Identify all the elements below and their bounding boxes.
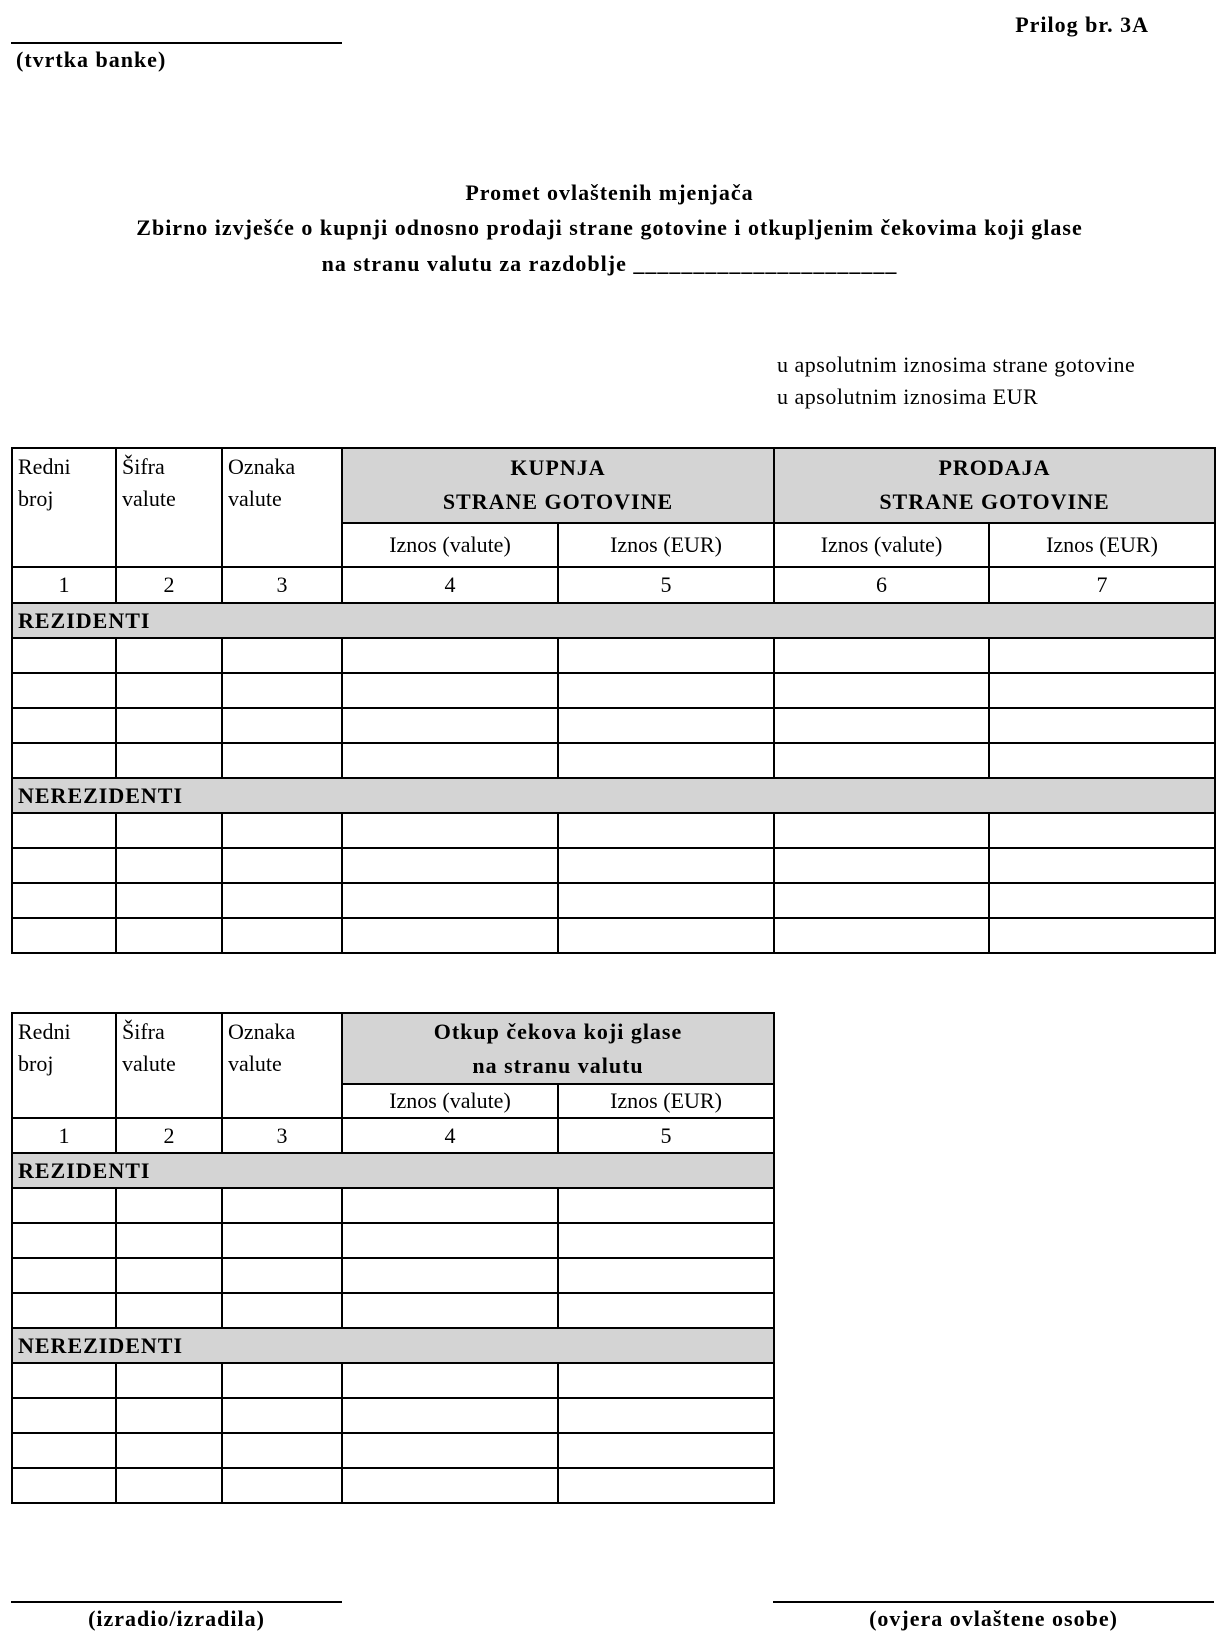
header-oznaka-2: valute [228, 486, 282, 511]
header-prodaja: PRODAJA [938, 455, 1051, 481]
column-number: 2 [116, 567, 222, 603]
table-row[interactable] [12, 1433, 774, 1468]
table-row[interactable] [12, 673, 1215, 708]
title-line-2: Zbirno izvješće o kupnji odnosno prodaji strane gotovine i otkupljenim čekovima koji glase [136, 215, 1083, 240]
header-kupnja-2: STRANE GOTOVINE [442, 489, 674, 515]
prepared-by-label: (izradio/izradila) [88, 1606, 265, 1631]
header-sifra: Šifra [122, 454, 165, 479]
column-number: 5 [558, 567, 774, 603]
header-kupnja-iznos-valute: Iznos (valute) [342, 523, 558, 567]
header-kupnja-iznos-eur: Iznos (EUR) [558, 523, 774, 567]
section-rezidenti: REZIDENTI [12, 1153, 774, 1188]
table-row[interactable] [12, 708, 1215, 743]
column-number: 4 [342, 1118, 558, 1153]
units-line-2: u apsolutnim iznosima EUR [777, 384, 1039, 409]
bank-label: (tvrtka banke) [16, 47, 167, 72]
header-redni: Redni [18, 454, 71, 479]
table-row[interactable] [12, 743, 1215, 778]
table-row[interactable] [12, 848, 1215, 883]
header-oznaka-2: valute [228, 1051, 282, 1076]
header-otkup-iznos-eur: Iznos (EUR) [558, 1084, 774, 1118]
header-prodaja-2: STRANE GOTOVINE [879, 489, 1110, 515]
header-oznaka: Oznaka [228, 454, 296, 479]
column-number: 1 [12, 567, 116, 603]
header-redni: Redni [18, 1019, 71, 1044]
title-line-1: Promet ovlaštenih mjenjača [465, 180, 754, 205]
column-number: 5 [558, 1118, 774, 1153]
table-row[interactable] [12, 813, 1215, 848]
header-oznaka: Oznaka [228, 1019, 296, 1044]
table-row[interactable] [12, 1188, 774, 1223]
authorized-signature-line [773, 1601, 1214, 1603]
table-row[interactable] [12, 1363, 774, 1398]
column-number: 7 [989, 567, 1215, 603]
header-kupnja: KUPNJA [510, 455, 606, 481]
section-rezidenti: REZIDENTI [12, 603, 1215, 638]
header-otkup: Otkup čekova koji glase [433, 1018, 683, 1044]
table-row[interactable] [12, 1468, 774, 1503]
column-number: 2 [116, 1118, 222, 1153]
table-row[interactable] [12, 883, 1215, 918]
authorized-label: (ovjera ovlaštene osobe) [869, 1606, 1118, 1631]
header-sifra-2: valute [122, 1051, 176, 1076]
table-row[interactable] [12, 918, 1215, 953]
column-number: 4 [342, 567, 558, 603]
table-row[interactable] [12, 1293, 774, 1328]
section-nerezidenti: NEREZIDENTI [12, 1328, 774, 1363]
bank-signature-line [11, 42, 342, 44]
table-row[interactable] [12, 1398, 774, 1433]
header-otkup-iznos-valute: Iznos (valute) [342, 1084, 558, 1118]
units-line-1: u apsolutnim iznosima strane gotovine [777, 352, 1136, 377]
table-row[interactable] [12, 1223, 774, 1258]
table-row[interactable] [12, 638, 1215, 673]
prepared-by-signature-line [11, 1601, 342, 1603]
header-prodaja-iznos-eur: Iznos (EUR) [989, 523, 1215, 567]
table-row[interactable] [12, 1258, 774, 1293]
header-redni-2: broj [18, 486, 54, 511]
header-sifra: Šifra [122, 1019, 165, 1044]
header-sifra-2: valute [122, 486, 176, 511]
column-number: 3 [222, 1118, 342, 1153]
header-otkup-2: na stranu valutu [472, 1052, 644, 1078]
column-number: 1 [12, 1118, 116, 1153]
attachment-label: Prilog br. 3A [1015, 12, 1149, 37]
cash-table [11, 447, 1216, 954]
header-prodaja-iznos-valute: Iznos (valute) [774, 523, 989, 567]
section-nerezidenti: NEREZIDENTI [12, 778, 1215, 813]
header-redni-2: broj [18, 1051, 54, 1076]
column-number: 3 [222, 567, 342, 603]
column-number: 6 [774, 567, 989, 603]
title-line-3: na stranu valutu za razdoblje ______________________ [321, 251, 898, 276]
cheques-table [11, 1012, 775, 1504]
